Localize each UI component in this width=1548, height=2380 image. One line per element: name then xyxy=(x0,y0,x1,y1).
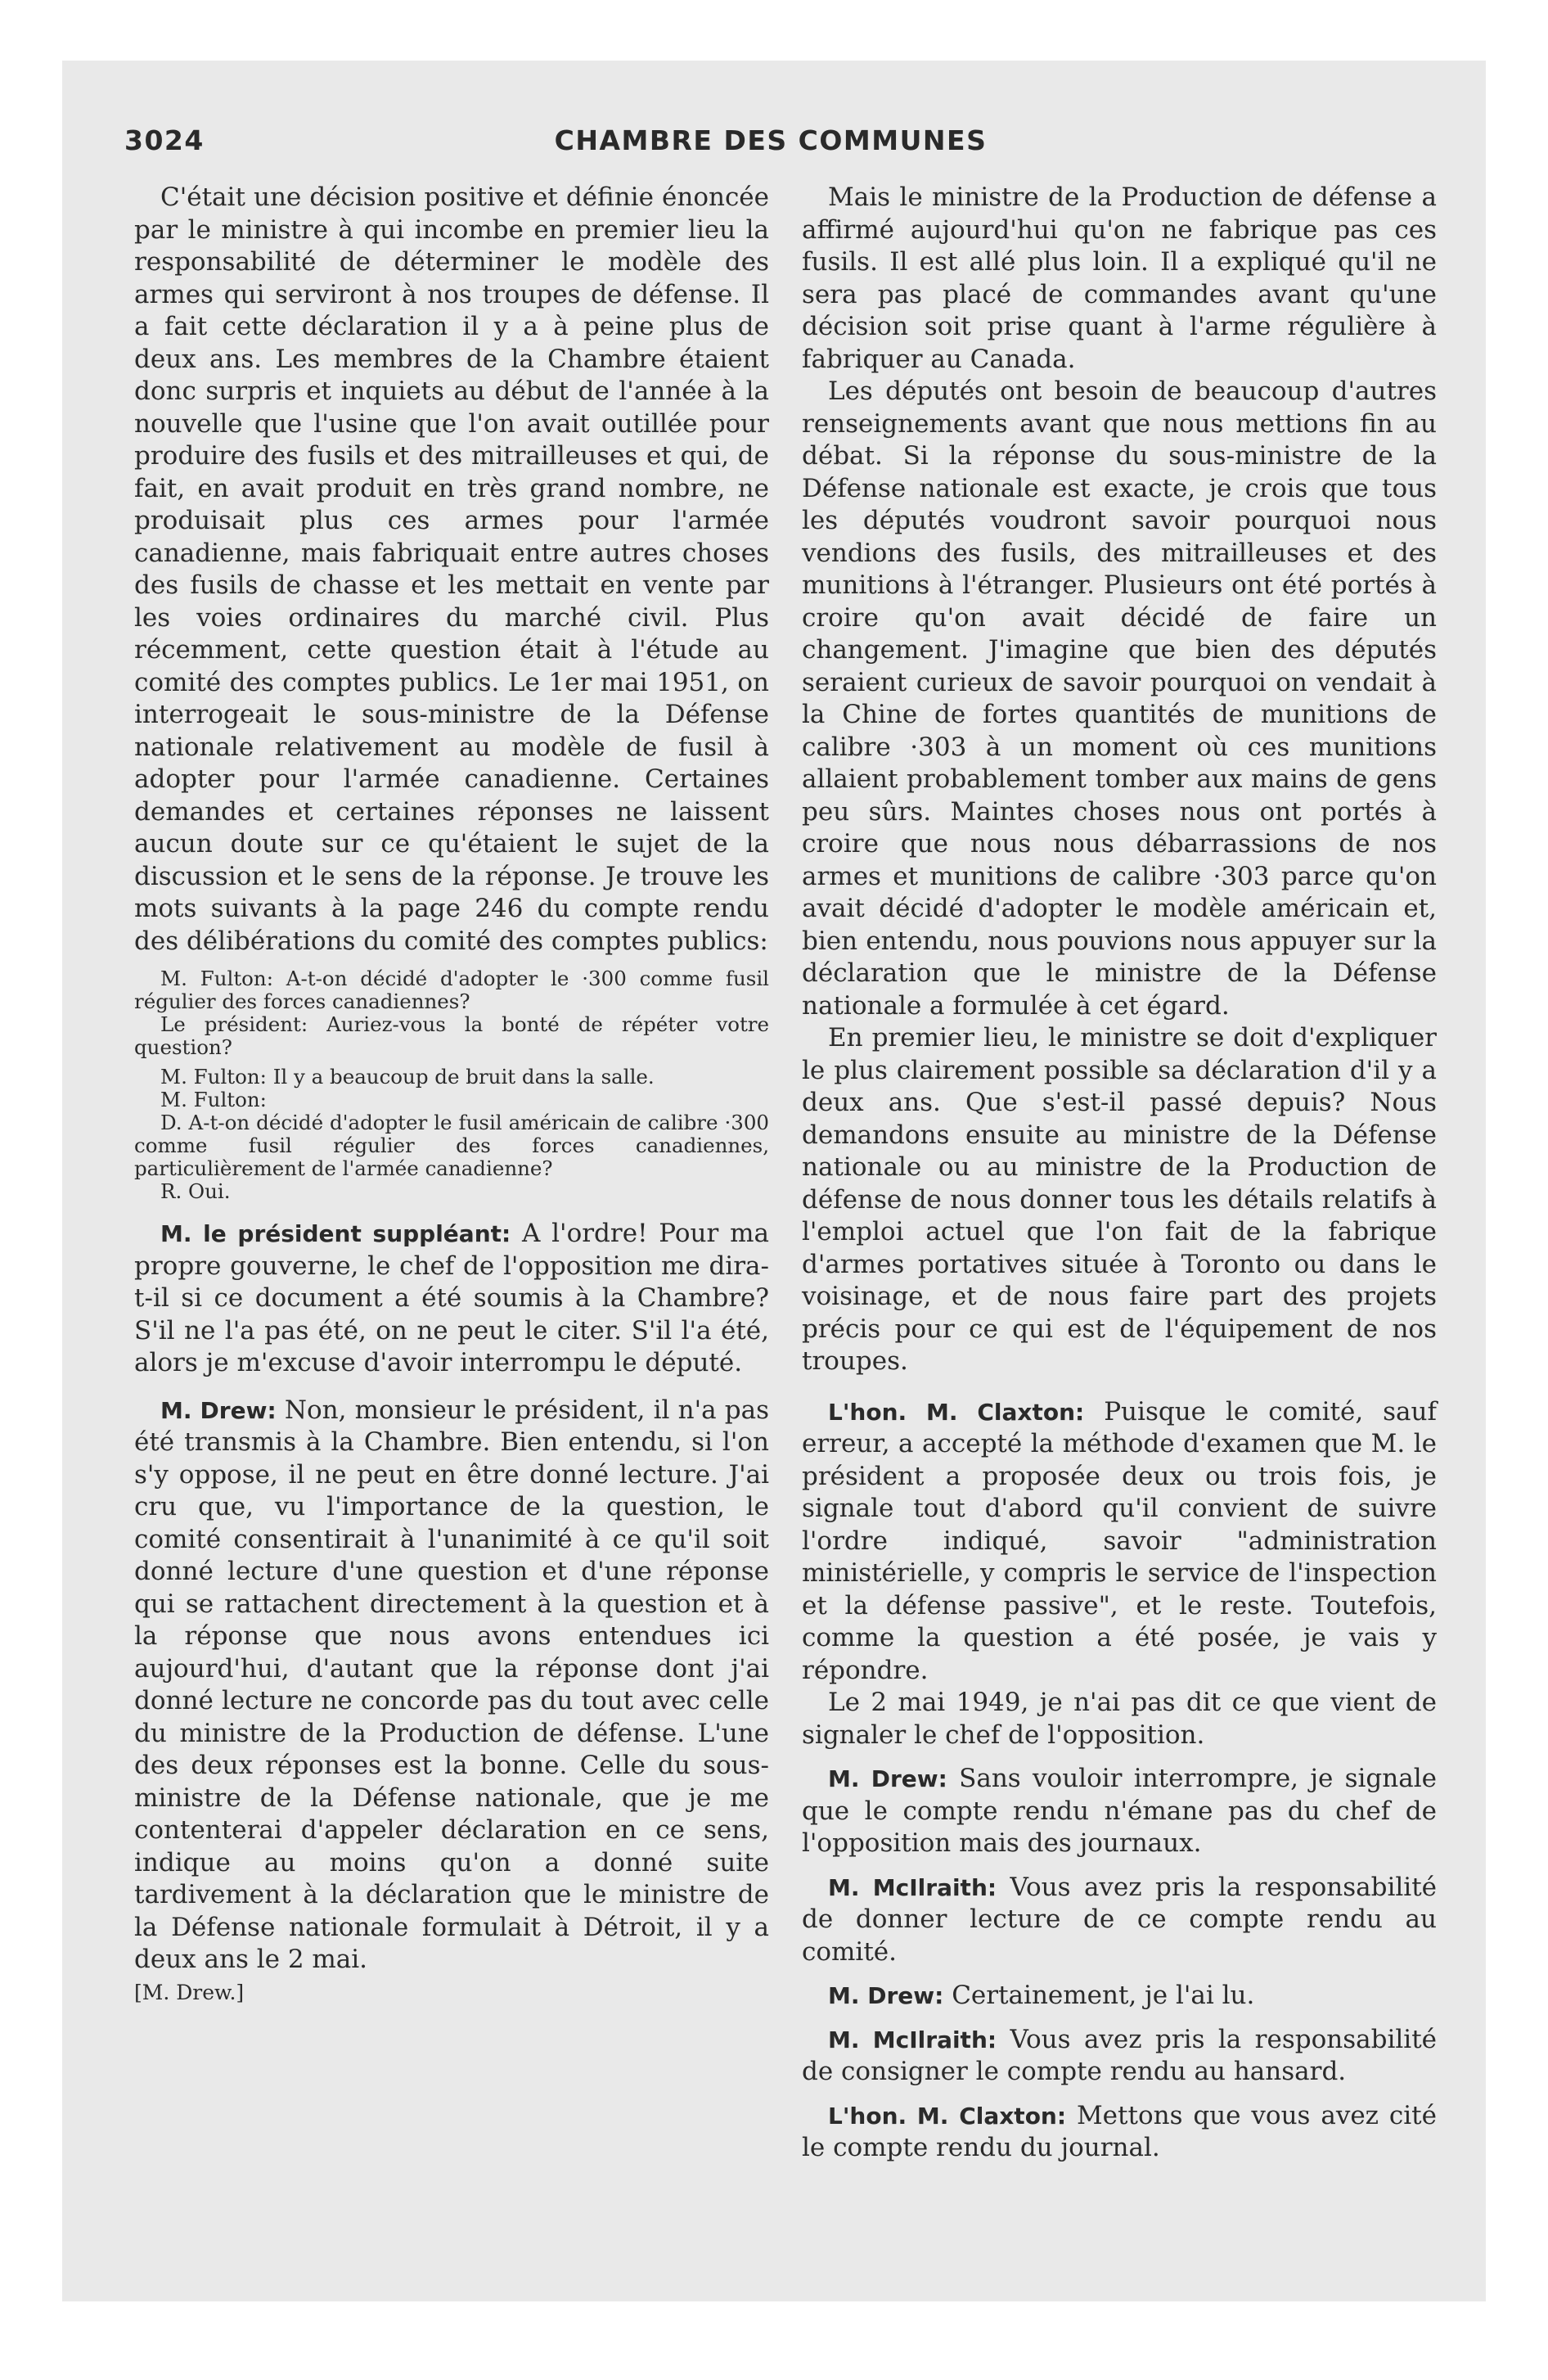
speaker-name: M. Drew: xyxy=(828,1765,947,1792)
speech-paragraph xyxy=(802,2024,1437,2089)
speech-paragraph xyxy=(134,1395,769,1977)
paragraph: Le 2 mai 1949, je n'ai pas dit ce que vient de signaler le chef de l'opposition. xyxy=(802,1688,1437,1750)
speech-text: Certainement, je l'ai lu. xyxy=(943,1981,1255,2010)
excerpt-line: D. A-t-on décidé d'adopter le fusil américain de calibre ·300 comme fusil régulier des forces canadiennes, particulièrement de l'armée canadienne? xyxy=(134,1111,769,1180)
excerpt-line: M. Fulton: xyxy=(160,1088,267,1111)
speech-text: Non, monsieur le président, il n'a pas été transmis à la Chambre. Bien entendu, si l'on s'y oppose, il ne peut en être donné lecture. J'ai cru que, vu l'importance de la question, le comité consentirait à l'unanimité à ce qu'il soit donné lecture d'une question et d'une réponse qui se rattachent directement à la question et à la réponse que nous avons entendues ici aujourd'hui, d'autant que la réponse dont j'ai donné lecture ne concorde pas du tout avec celle du ministre de la Production de défense. L'une des deux réponses est la bonne. Celle du sous-ministre de la Défense nationale, que je me contenterai d'appeler déclaration en ce sens, indique au moins qu'on a donné suite tardivement à la déclaration que le ministre de la Défense nationale formulait à Détroit, il y a deux ans le 2 mai. xyxy=(134,1395,770,1974)
speech-paragraph xyxy=(802,1980,1437,2013)
speaker-name: M. Drew: xyxy=(160,1396,277,1424)
speech-paragraph xyxy=(802,2100,1437,2165)
speaker-name: M. McIlraith: xyxy=(828,2026,997,2053)
page-title: CHAMBRE DES COMMUNES xyxy=(554,124,988,156)
speech-text: A l'ordre! Pour ma propre gouverne, le chef de l'opposition me dira-t-il si ce document a été soumis à la Chambre? S'il ne l'a pas été, on ne peut le citer. S'il l'a été, alors je m'excuse d'avoir interrompu le député. xyxy=(134,1219,769,1377)
speaker-name: M. le président suppléant: xyxy=(160,1220,511,1247)
speech-text: Sans vouloir interrompre, je signale que le compte rendu n'émane pas du chef de l'opposition mais des journaux. xyxy=(802,1764,1437,1858)
left-column xyxy=(134,182,769,2008)
speech-text: Puisque le comité, sauf erreur, a accepté la méthode d'examen que M. le président a proposée deux ou trois fois, je signale tout d'abord qu'il convient de suivre l'ordre indiqué, savoir "administration ministérielle, y compris le service de l'inspection et la défense passive", et le reste. Toutefois, comme la question a été posée, je vais y répondre. xyxy=(802,1396,1437,1685)
excerpt-line: Le président: Auriez-vous la bonté de répéter votre question? xyxy=(134,1012,769,1059)
speech-text: Vous avez pris la responsabilité de consigner le compte rendu au hansard. xyxy=(802,2024,1437,2086)
speaker-continuation-mark: [M. Drew.] xyxy=(134,1980,245,2004)
excerpt-line: R. Oui. xyxy=(160,1179,231,1203)
speaker-name: M. Drew: xyxy=(828,1982,944,2009)
excerpt-line: M. Fulton: Il y a beaucoup de bruit dans la salle. xyxy=(160,1065,655,1089)
page-header xyxy=(124,124,1417,162)
right-column xyxy=(802,182,1437,2165)
paragraph: Les députés ont besoin de beaucoup d'autres renseignements avant que nous mettions fin au débat. Si la réponse du sous-ministre de la Défense nationale est exacte, je crois que tous les députés voudront savoir pourquoi nous vendions des fusils, des mitrailleuses et des munitions à l'étranger. Plusieurs ont été portés à croire qu'on avait décidé de faire un changement. J'imagine que bien des députés seraient curieux de savoir pourquoi on vendait à la Chine de fortes quantités de munitions de calibre ·303 à un moment où ces munitions allaient probablement tomber aux mains de gens peu sûrs. Maintes choses nous ont portés à croire que nous nous débarrassions de nos armes et munitions de calibre ·303 parce qu'on avait décidé d'adopter le modèle américain et, bien entendu, nous pouvions nous appuyer sur la déclaration que le ministre de la Défense nationale a formulée à cet égard. xyxy=(802,376,1437,1021)
paragraph: C'était une décision positive et définie énoncée par le ministre à qui incombe en premier lieu la responsabilité de déterminer le modèle des armes qui serviront à nos troupes de défense. Il a fait cette déclaration il y a à peine plus de deux ans. Les membres de la Chambre étaient donc surpris et inquiets au début de l'année à la nouvelle que l'usine que l'on avait outillée pour produire des fusils et des mitrailleuses et qui, de fait, en avait produit en très grand nombre, ne produisait plus ces armes pour l'armée canadienne, mais fabriquait entre autres choses des fusils de chasse et les mettait en vente par les voies ordinaires du marché civil. Plus récemment, cette question était à l'étude au comité des comptes publics. Le 1er mai 1951, on interrogeait le sous-ministre de la Défense nationale relativement au modèle de fusil à adopter pour l'armée canadienne. Certaines demandes et certaines réponses ne laissent aucun doute sur ce qu'étaient le sujet de la discussion et le sens de la réponse. Je trouve les mots suivants à la page 246 du compte rendu des délibérations du comité des comptes publics: xyxy=(134,183,769,956)
speech-text: Vous avez pris la responsabilité de donner lecture de ce compte rendu au comité. xyxy=(802,1872,1437,1967)
speech-text: Mettons que vous avez cité le compte rendu du journal. xyxy=(802,2100,1437,2162)
committee-excerpt xyxy=(134,967,769,1203)
speaker-name: L'hon. M. Claxton: xyxy=(828,1398,1085,1426)
page-number: 3024 xyxy=(124,124,205,156)
speech-paragraph xyxy=(802,1872,1437,1969)
speech-paragraph xyxy=(802,1396,1437,1688)
excerpt-line: M. Fulton: A-t-on décidé d'adopter le ·300 comme fusil régulier des forces canadiennes? xyxy=(134,967,769,1013)
speaker-name: M. McIlraith: xyxy=(828,1873,997,1901)
document-page xyxy=(62,61,1486,2301)
paragraph: En premier lieu, le ministre se doit d'expliquer le plus clairement possible sa déclaration d'il y a deux ans. Que s'est-il passé depuis? Nous demandons ensuite au ministre de la Défense nationale ou au ministre de la Production de défense de nous donner tous les détails relatifs à l'emploi actuel que l'on fait de la fabrique d'armes portatives située à Toronto ou dans le voisinage, et de nous faire part des projets précis pour ce qui est de l'équipement de nos troupes. xyxy=(802,1023,1437,1376)
paragraph: Mais le ministre de la Production de défense a affirmé aujourd'hui qu'on ne fabrique pas ces fusils. Il est allé plus loin. Il a expliqué qu'il ne sera pas placé de commandes avant qu'une décision soit prise quant à l'arme régulière à fabriquer au Canada. xyxy=(802,183,1437,374)
speaker-name: L'hon. M. Claxton: xyxy=(828,2102,1067,2130)
speech-paragraph xyxy=(134,1218,769,1380)
speech-paragraph xyxy=(802,1763,1437,1860)
